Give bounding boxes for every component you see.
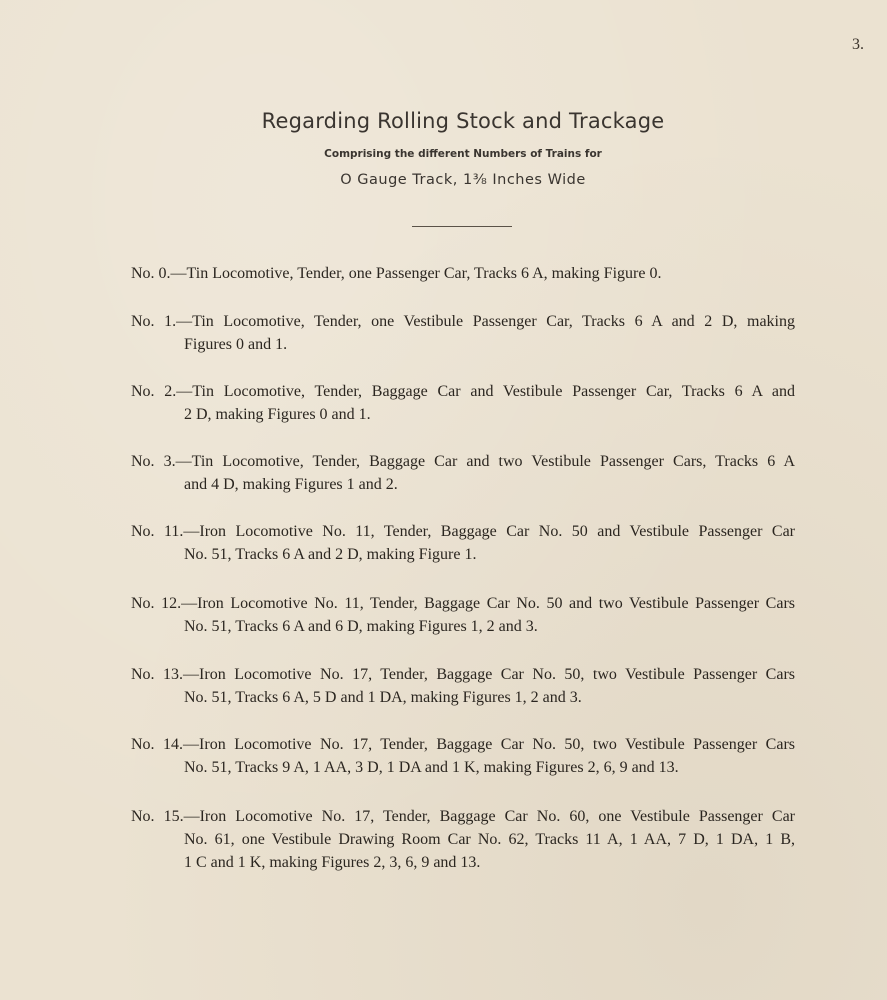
entry-continuation-line: 1 C and 1 K, making Figures 2, 3, 6, 9 and 13. — [184, 854, 481, 871]
entry-continuation-line: No. 51, Tracks 6 A, 5 D and 1 DA, making Figures 1, 2 and 3. — [184, 689, 582, 706]
entry-first-line: No. 12.—Iron Locomotive No. 11, Tender, Baggage Car No. 50 and two Vestibule Passenger Cars — [131, 595, 795, 612]
entry-continuation-line: 2 D, making Figures 0 and 1. — [184, 406, 371, 423]
train-entry-15 — [131, 805, 795, 874]
entry-continuation-line: No. 51, Tracks 6 A and 2 D, making Figure 1. — [184, 546, 477, 563]
entry-first-line: No. 1.—Tin Locomotive, Tender, one Vestibule Passenger Car, Tracks 6 A and 2 D, making — [131, 313, 795, 330]
train-entry-2 — [131, 380, 795, 426]
entry-continuation-line: Figures 0 and 1. — [184, 336, 288, 353]
entry-continuation-line: No. 51, Tracks 6 A and 6 D, making Figures 1, 2 and 3. — [184, 618, 538, 635]
entry-continuation-line: and 4 D, making Figures 1 and 2. — [184, 476, 398, 493]
page-subtitle-gauge: O Gauge Track, 1⅜ Inches Wide — [340, 172, 586, 188]
entry-first-line: No. 3.—Tin Locomotive, Tender, Baggage Car and two Vestibule Passenger Cars, Tracks 6 A — [131, 453, 795, 470]
entry-continuation-line: No. 61, one Vestibule Drawing Room Car No. 62, Tracks 11 A, 1 AA, 7 D, 1 DA, 1 B, — [184, 831, 795, 848]
entry-first-line: No. 11.—Iron Locomotive No. 11, Tender, Baggage Car No. 50 and Vestibule Passenger Car — [131, 523, 795, 540]
train-entry-13 — [131, 663, 795, 709]
page-title: Regarding Rolling Stock and Trackage — [261, 109, 665, 133]
entry-first-line: No. 13.—Iron Locomotive No. 17, Tender, Baggage Car No. 50, two Vestibule Passenger Cars — [131, 666, 795, 683]
entry-first-line: No. 2.—Tin Locomotive, Tender, Baggage Car and Vestibule Passenger Car, Tracks 6 A and — [131, 383, 795, 400]
train-entry-14 — [131, 733, 795, 779]
entry-first-line: No. 14.—Iron Locomotive No. 17, Tender, Baggage Car No. 50, two Vestibule Passenger Cars — [131, 736, 795, 753]
divider-rule — [412, 226, 512, 227]
page-number: 3. — [852, 36, 864, 53]
train-entry-1 — [131, 310, 795, 356]
page-subtitle: Comprising the different Numbers of Trains for — [324, 148, 602, 160]
entry-first-line: No. 15.—Iron Locomotive No. 17, Tender, Baggage Car No. 60, one Vestibule Passenger Car — [131, 808, 795, 825]
train-entry-0 — [131, 262, 795, 285]
entry-first-line: No. 0.—Tin Locomotive, Tender, one Passenger Car, Tracks 6 A, making Figure 0. — [131, 265, 662, 282]
train-entry-3 — [131, 450, 795, 496]
train-entry-11 — [131, 520, 795, 566]
entry-continuation-line: No. 51, Tracks 9 A, 1 AA, 3 D, 1 DA and 1 K, making Figures 2, 6, 9 and 13. — [184, 759, 679, 776]
train-entry-12 — [131, 592, 795, 638]
